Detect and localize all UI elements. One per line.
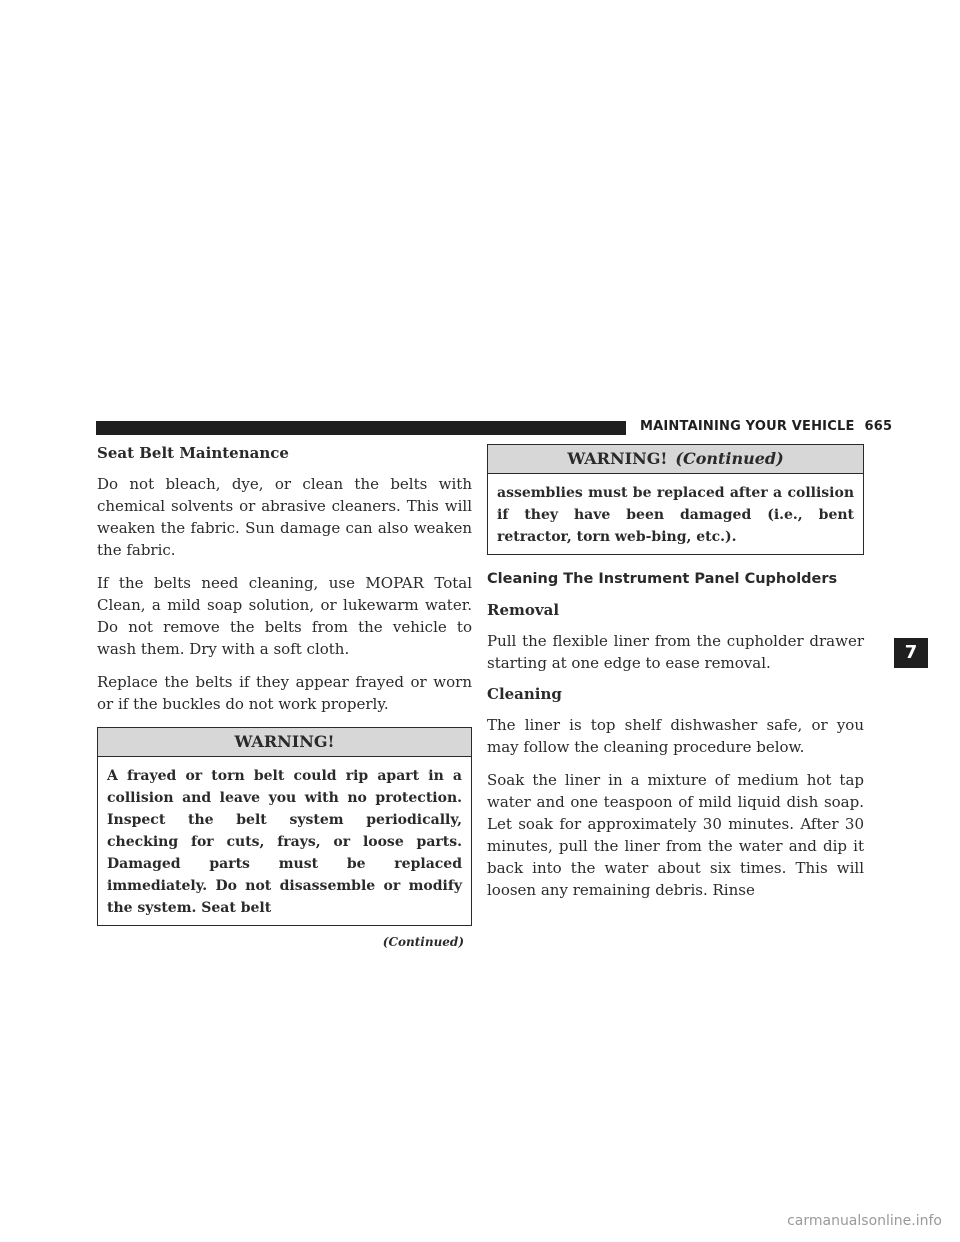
cupholders-heading: Cleaning The Instrument Panel Cupholders [487,571,838,587]
paragraph: Do not bleach, dye, or clean the belts with chemical solvents or abrasive cleaners. This will weaken the fabric. Sun damage can also weaken the fabric. [97,475,472,559]
warning-continued-label: (Continued) [675,449,784,468]
paragraph: Replace the belts if they appear frayed or worn or if the buckles do not work properly. [97,673,472,713]
left-column [97,444,472,949]
removal-paragraph: Pull the flexible liner from the cupholder drawer starting at one edge to ease removal. [487,632,864,672]
warning-box [97,727,472,926]
warning-title: WARNING! (Continued) [488,445,863,474]
paragraph: If the belts need cleaning, use MOPAR Total Clean, a mild soap solution, or lukewarm water. Do not remove the belts from the vehicle to wash them. Dry with a soft cloth. [97,574,472,658]
continued-label: (Continued) [382,935,464,949]
cleaning-heading: Cleaning [487,685,562,703]
cleaning-paragraph: The liner is top shelf dishwasher safe, or you may follow the cleaning procedure below. [487,716,864,756]
removal-heading: Removal [487,601,560,619]
warning-text: assemblies must be replaced after a collision if they have been damaged (i.e., bent retractor, torn web-bing, etc.). [497,485,854,545]
right-column [487,444,864,912]
running-header [640,419,893,437]
header-bar [96,421,626,435]
chapter-tab: 7 [894,638,928,668]
watermark: carmanualsonline.info [787,1213,942,1229]
warning-box-continued [487,444,864,555]
seat-belt-heading: Seat Belt Maintenance [97,444,289,462]
section-title: MAINTAINING YOUR VEHICLE [640,419,855,434]
warning-text: A frayed or torn belt could rip apart in a collision and leave you with no protection. Inspect the belt system periodically, checking for cuts, frays, or loose parts. Damaged parts must be replaced immediately. Do not disassemble or modify the system. Seat belt [107,768,462,916]
cleaning-paragraph: Soak the liner in a mixture of medium hot tap water and one teaspoon of mild liquid dish soap. Let soak for approximately 30 minutes. After 30 minutes, pull the liner from the water and dip it back into the water about six times. This will loosen any remaining debris. Rinse [487,771,864,899]
warning-title: WARNING! [98,728,471,757]
page-number: 665 [864,419,893,434]
